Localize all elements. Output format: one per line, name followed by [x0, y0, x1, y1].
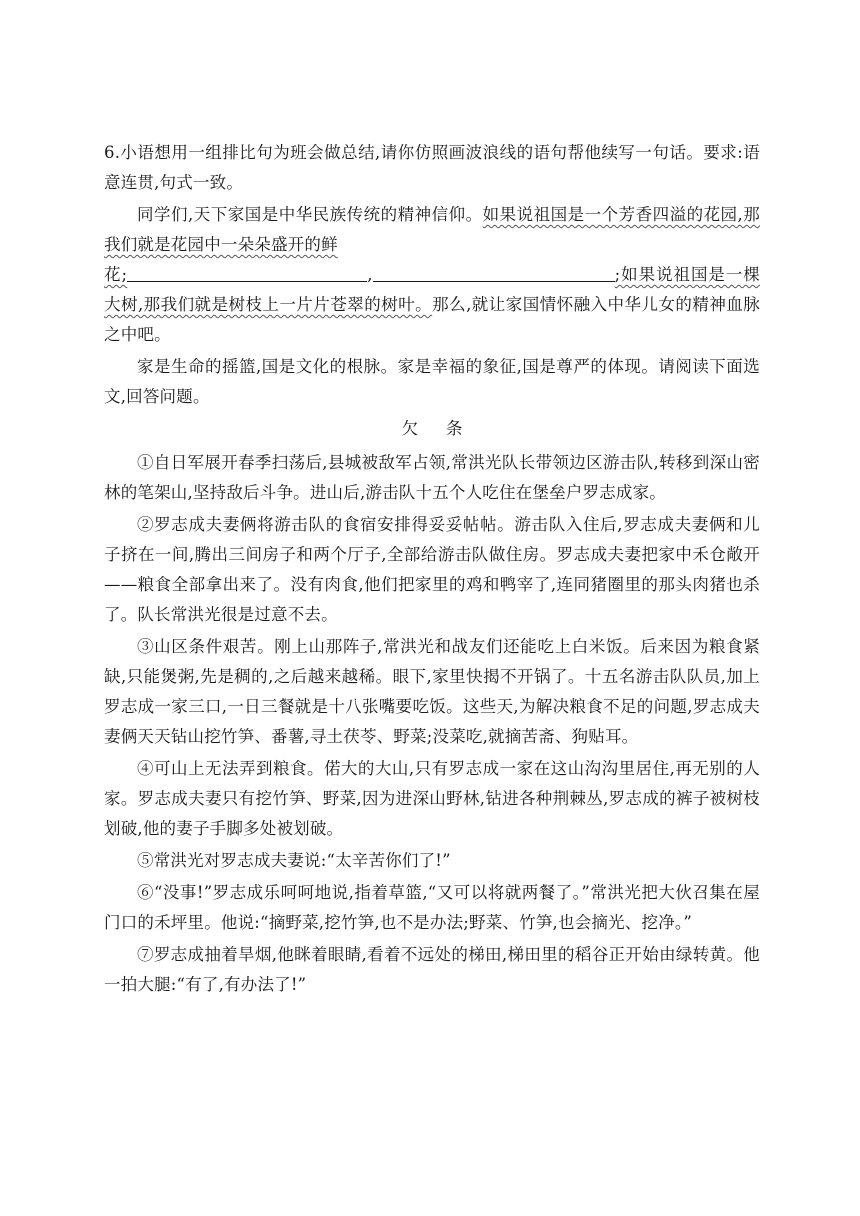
answer-blank-2[interactable] — [373, 263, 615, 282]
wavy-sentence-example: 如果说祖国是一个芳香四溢的花园,那我们就是花园中一朵朵盛开的鲜 — [104, 205, 760, 254]
article-paragraph-3: ③山区条件艰苦。刚上山那阵子,常洪光和战友们还能吃上白米饭。后来因为粮食紧缺,只能煲粥,先是稠的,之后越来越稀。眼下,家里快揭不开锅了。十五名游击队队员,加上罗志成一家三口,一日三餐就是十八张嘴要吃饭。这些天,为解决粮食不足的问题,罗志成夫妻俩天天钻山挖竹笋、番薯,寻土茯苓、野菜;没菜吃,就摘苦斋、狗贴耳。 — [104, 637, 760, 746]
article-paragraph-2: ②罗志成夫妻俩将游击队的食宿安排得妥妥帖帖。游击队入住后,罗志成夫妻俩和儿子挤在一间,腾出三间房子和两个厅子,全部给游击队做住房。罗志成夫妻把家中禾仓敞开——粮食全部拿出来了。没有肉食,他们把家里的鸡和鸭宰了,连同猪圈里的那头肉猪也杀了。队长常洪光很是过意不去。 — [104, 515, 760, 624]
article-title: 欠条 — [401, 419, 491, 438]
wavy-sentence-second: ;如果说祖国是一棵大树,那我们就是树枝上一片片苍翠的树叶。 — [104, 265, 761, 314]
answer-separator: , — [367, 265, 373, 284]
question-prompt: 6.小语想用一组排比句为班会做总结,请你仿照画波浪线的语句帮他续写一句话。要求:语意连贯,句式一致。 — [104, 143, 760, 192]
article-paragraph-6: ⑥“没事!”罗志成乐呵呵地说,指着草篮,“又可以将就两餐了。”常洪光把大伙召集在屋门口的禾坪里。他说:“摘野菜,挖竹笋,也不是办法;野菜、竹笋,也会摘光、挖净。” — [104, 883, 760, 932]
article-paragraph-4: ④可山上无法弄到粮食。偌大的大山,只有罗志成一家在这山沟沟里居住,再无别的人家。罗志成夫妻只有挖竹笋、野菜,因为进深山野林,钻进各种荆棘丛,罗志成的裤子被树枝划破,他的妻子手脚多处被划破。 — [104, 759, 760, 838]
reading-intro: 家是生命的摇篮,国是文化的根脉。家是幸福的象征,国是尊严的体现。请阅读下面选文,回答问题。 — [104, 357, 760, 406]
question-conclusion: 那么,就让家国情怀融入中华儿女的精神血脉之中吧。 — [104, 295, 761, 344]
article-paragraph-7: ⑦罗志成抽着旱烟,他眯着眼睛,看着不远处的梯田,梯田里的稻谷正开始由绿转黄。他一拍大腿:“有了,有办法了!” — [104, 945, 760, 994]
question-passage — [104, 200, 760, 350]
answer-blank-1[interactable] — [127, 263, 367, 282]
article-paragraph-5: ⑤常洪光对罗志成夫妻说:“太辛苦你们了!” — [137, 851, 451, 870]
document-content — [104, 138, 760, 1002]
question-intro: 同学们,天下家国是中华民族传统的精神信仰。 — [137, 205, 483, 224]
wavy-sentence-example-end: 花; — [104, 265, 128, 284]
article-paragraph-1: ①自日军展开春季扫荡后,县城被敌军占领,常洪光队长带领边区游击队,转移到深山密林的笔架山,坚持敌后斗争。进山后,游击队十五个人吃住在堡垒户罗志成家。 — [104, 453, 760, 502]
